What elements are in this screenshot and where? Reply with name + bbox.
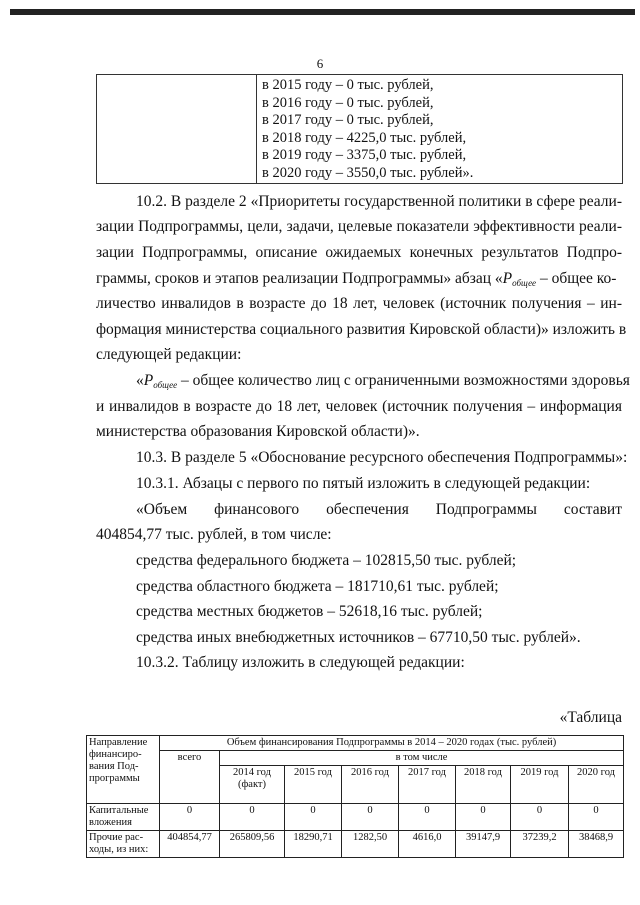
section-10-2-line: 10.2. В разделе 2 «Приоритеты государственной политики в сфере реали- <box>136 193 622 210</box>
funding-line: в 2016 году – 0 тыс. рублей, <box>262 94 434 111</box>
year-header: 2018 год <box>456 766 511 804</box>
row-label: Прочие рас-ходы, из них: <box>87 831 160 858</box>
row-value: 265809,56 <box>220 831 285 858</box>
row-value: 0 <box>285 804 342 831</box>
section-10-3-2-heading: 10.3.2. Таблицу изложить в следующей редакции: <box>136 654 465 671</box>
funding-line: в 2018 году – 4225,0 тыс. рублей, <box>262 129 467 146</box>
row-value: 38468,9 <box>569 831 624 858</box>
section-10-2-line: зации Подпрограммы, описание ожидаемых конечных результатов Подпро- <box>96 244 622 261</box>
funding-line: в 2019 году – 3375,0 тыс. рублей, <box>262 147 467 163</box>
quote-10-2-line: и инвалидов в возрасте до 18 лет, человек (источник получения – информация <box>96 398 622 415</box>
row-value: 18290,71 <box>285 831 342 858</box>
word: Подпрограммы <box>435 501 537 518</box>
quote-10-3-1-line: средства федерального бюджета – 102815,50 тыс. рублей; <box>136 552 517 569</box>
funding-line: в 2017 году – 0 тыс. рублей, <box>262 112 434 128</box>
col-total-header: всего <box>160 751 220 804</box>
word: составит <box>563 501 622 518</box>
quote-10-3-1-line: средства областного бюджета – 181710,61 тыс. рублей; <box>136 578 499 595</box>
row-value: 0 <box>342 804 399 831</box>
row-value: 0 <box>569 804 624 831</box>
year-header: 2017 год <box>399 766 456 804</box>
text-fragment <box>96 270 616 288</box>
word: финансового <box>214 501 300 518</box>
symbol-subscript: общее <box>153 380 178 390</box>
text-part: « <box>136 372 144 389</box>
funding-box-lines <box>262 77 473 182</box>
table-caption: «Таблица <box>559 709 622 726</box>
quote-10-3-1-line: 404854,77 тыс. рублей, в том числе: <box>96 526 332 543</box>
year-header: 2015 год <box>285 766 342 804</box>
word: «Объем <box>136 501 188 518</box>
symbol-subscript: общее <box>512 278 537 288</box>
row-label: Капитальные вложения <box>87 804 160 831</box>
funding-box-divider <box>256 75 257 183</box>
quote-10-3-1-line: средства местных бюджетов – 52618,16 тыс. рублей; <box>136 603 483 620</box>
section-10-2-line: личество инвалидов в возрасте до 18 лет, человек (источник получения – ин- <box>96 295 622 312</box>
table-row <box>87 831 624 858</box>
quote-10-2-line <box>96 372 630 390</box>
row-total: 0 <box>160 804 220 831</box>
section-10-2-line <box>96 270 622 288</box>
funding-line: в 2015 году – 0 тыс. рублей, <box>262 77 434 93</box>
row-value: 0 <box>456 804 511 831</box>
row-value: 37239,2 <box>511 831 569 858</box>
row-total: 404854,77 <box>160 831 220 858</box>
row-value: 0 <box>399 804 456 831</box>
financing-table <box>86 735 624 858</box>
year-header: 2020 год <box>569 766 624 804</box>
table-row <box>87 804 624 831</box>
header-span: Объем финансирования Подпрограммы в 2014 – 2020 годах (тыс. рублей) <box>160 736 624 751</box>
year-header: 2014 год (факт) <box>220 766 285 804</box>
sub-header: в том числе <box>220 751 624 766</box>
year-header: 2016 год <box>342 766 399 804</box>
section-10-2-line: следующей редакции: <box>96 346 242 363</box>
row-value: 0 <box>220 804 285 831</box>
top-border-rule <box>10 9 635 15</box>
text-part: – общее количество лиц с ограниченными возможностями здоровья <box>177 372 630 389</box>
col-direction-header: Направление финансиро-вания Под-программы <box>87 736 160 804</box>
quote-10-3-1-line <box>96 501 622 519</box>
year-header: 2019 год <box>511 766 569 804</box>
section-10-2-line: формация министерства социального развития Кировской области)» изложить в <box>96 321 627 338</box>
row-value: 39147,9 <box>456 831 511 858</box>
row-value: 0 <box>511 804 569 831</box>
word: обеспечения <box>326 501 409 518</box>
funding-line: в 2020 году – 3550,0 тыс. рублей». <box>262 164 474 181</box>
quote-10-3-1-line: средства иных внебюджетных источников – 67710,50 тыс. рублей». <box>136 629 581 646</box>
section-10-3-heading: 10.3. В разделе 5 «Обоснование ресурсного обеспечения Подпрограммы»: <box>136 449 628 466</box>
text-part: граммы, сроков и этапов реализации Подпрограммы» абзац « <box>96 270 503 287</box>
page-number: 6 <box>316 56 324 71</box>
row-value: 1282,50 <box>342 831 399 858</box>
section-10-3-1-heading: 10.3.1. Абзацы с первого по пятый изложить в следующей редакции: <box>136 475 591 492</box>
text-part: – общее ко- <box>536 270 617 287</box>
section-10-2-line: зации Подпрограммы, цели, задачи, целевые показатели эффективности реали- <box>96 218 622 235</box>
symbol-p: Р <box>143 372 154 389</box>
symbol-p: Р <box>502 270 513 287</box>
row-value: 4616,0 <box>399 831 456 858</box>
quote-10-2-line: министерства образования Кировской области)». <box>96 423 420 440</box>
funding-box <box>96 74 623 184</box>
